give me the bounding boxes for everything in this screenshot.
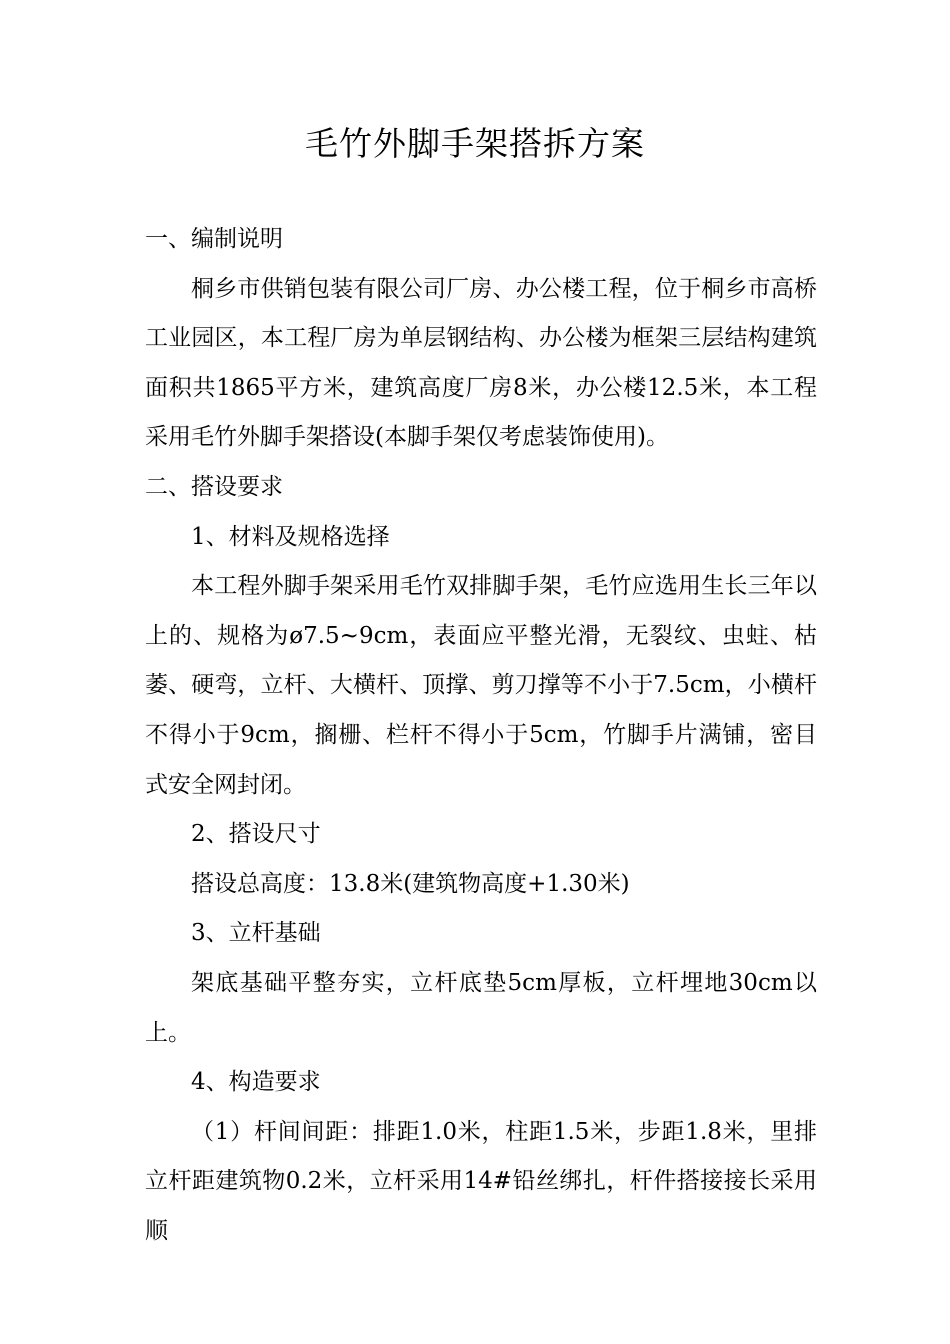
paragraph-foundation: 架底基础平整夯实，立杆底垫5cm厚板，立杆埋地30cm以上。: [145, 969, 817, 1046]
paragraph-materials: 本工程外脚手架采用毛竹双排脚手架，毛竹应选用生长三年以上的、规格为ø7.5~9cm，表面应平整光滑，无裂纹、虫蛀、枯萎、硬弯，立杆、大横杆、顶撑、剪刀撑等不小于7.5cm，小横杆不得小于9cm，搁栅、栏杆不得小于5cm，竹脚手片满铺，密目式安全网封闭。: [145, 573, 817, 798]
subheading-materials: 1、材料及规格选择: [191, 523, 390, 550]
document-title: 毛竹外脚手架搭拆方案: [305, 124, 645, 163]
subheading-dimensions: 2、搭设尺寸: [191, 821, 321, 848]
paragraph-project-overview: 桐乡市供销包装有限公司厂房、办公楼工程，位于桐乡市高桥工业园区，本工程厂房为单层钢结构、办公楼为框架三层结构建筑面积共1865平方米，建筑高度厂房8米，办公楼12.5米，本工程采用毛竹外脚手架搭设(本脚手架仅考虑装饰使用)。: [145, 275, 817, 451]
section-heading-2: 二、搭设要求: [145, 473, 283, 500]
paragraph-dimensions: 搭设总高度：13.8米(建筑物高度+1.30米): [191, 870, 630, 897]
document-body: [145, 215, 817, 1256]
subheading-foundation: 3、立杆基础: [191, 920, 321, 947]
paragraph-construction: （1）杆间间距：排距1.0米，柱距1.5米，步距1.8米，里排立杆距建筑物0.2米，立杆采用14#铅丝绑扎，杆件搭接接长采用顺: [145, 1118, 817, 1244]
section-heading-1: 一、编制说明: [145, 226, 283, 252]
subheading-construction: 4、构造要求: [191, 1069, 321, 1096]
